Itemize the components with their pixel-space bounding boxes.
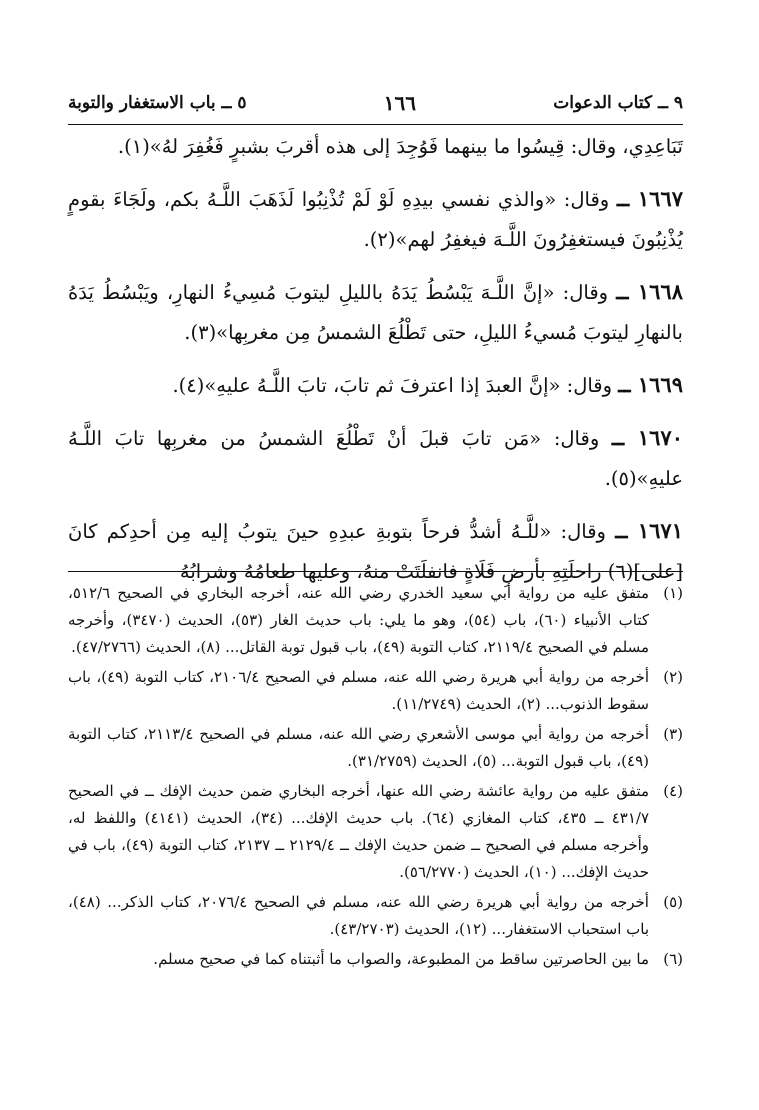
footnotes [68, 580, 683, 976]
footnote-text: أخرجه من رواية أبي هريرة رضي الله عنه، مسلم في الصحيح ٢٠٧٦/٤، كتاب الذكر... (٤٨)، باب استحباب الاستغفار... (١٢)، الحديث (٤٣/٢٧٠٣). [68, 893, 649, 938]
footnote-mark: (٢) [663, 668, 683, 686]
paragraph-text: وقال: «إنَّ العبدَ إذا اعترفَ ثم تابَ، تابَ اللَّـهُ عليهِ»(٤). [172, 374, 613, 397]
footnote-mark: (٤) [663, 782, 683, 800]
footnote-mark: (٥) [663, 893, 683, 911]
footnote-mark: (٣) [663, 725, 683, 743]
footnote-4 [68, 778, 683, 886]
footnote-text: أخرجه من رواية أبي موسى الأشعري رضي الله عنه، مسلم في الصحيح ٢١١٣/٤، كتاب التوبة (٤٩)، باب قبول التوبة... (٥)، الحديث (٣١/٢٧٥٩). [68, 725, 649, 770]
page-number: ١٦٦ [383, 91, 417, 115]
paragraph-text: وقال: «إنَّ اللَّـهَ يَبْسُطُ يَدَهُ بالليلِ ليتوبَ مُسِيءُ النهارِ، ويَبْسُطُ يَدَهُ بالنهارِ ليتوبَ مُسيءُ الليلِ، حتى تَطْلُعَ الشمسُ مِن مغربِها»(٣). [68, 281, 683, 344]
hadith-number: ١٦٧١ ــ [615, 518, 683, 543]
hadith-1670 [68, 418, 683, 499]
paragraph-text: وقال: «والذي نفسي بيدِهِ لَوْ لَمْ تُذْنِبُوا لَذَهَبَ اللَّـهُ بكم، ولَجَاءَ بقومٍ يُذْنِبُونَ فيستغفِرُونَ اللَّـهَ فيغفِرُ لهم»(٢). [68, 188, 683, 251]
footnote-2 [68, 664, 683, 718]
footnote-mark: (٦) [663, 950, 683, 968]
footnote-text: ما بين الحاصرتين ساقط من المطبوعة، والصواب ما أثبتناه كما في صحيح مسلم. [153, 950, 649, 968]
header-divider [68, 124, 683, 125]
paragraph-text: وقال: «مَن تابَ قبلَ أنْ تَطْلُعَ الشمسُ من مغربِها تابَ اللَّـهُ عليهِ»(٥). [68, 427, 683, 490]
footnote-text: متفق عليه من رواية أبي سعيد الخدري رضي الله عنه، أخرجه البخاري في الصحيح ٥١٢/٦، كتاب الأنبياء (٦٠)، باب (٥٤)، وهو ما يلي: باب حديث الغار (٥٣)، الحديث (٣٤٧٠)، وأخرجه مسلم في الصحيح ٢١١٩/٤، كتاب التوبة (٤٩)، باب قبول توبة القاتل... (٨)، الحديث (٤٧/٢٧٦٦). [68, 584, 649, 656]
footnote-text: متفق عليه من رواية عائشة رضي الله عنها، أخرجه البخاري ضمن حديث الإفك ــ في الصحيح ٤٣١/٧ ــ ٤٣٥، كتاب المغازي (٦٤). باب حديث الإفك... (٣٤)، الحديث (٤١٤١) واللفظ له، وأخرجه مسلم في الصحيح ــ ضمن حديث الإفك ــ ٢١٢٩/٤ ــ ٢١٣٧، كتاب التوبة (٤٩)، باب في حديث الإفك... (١٠)، الحديث (٥٦/٢٧٧٠). [68, 782, 649, 881]
hadith-number: ١٦٦٩ ــ [618, 372, 683, 397]
section-title: ٥ ــ باب الاستغفار والتوبة [68, 93, 247, 113]
hadith-number: ١٦٦٧ ــ [616, 186, 683, 211]
hadith-number: ١٦٧٠ ــ [611, 425, 683, 450]
paragraph-text: تَبَاعِدِي، وقال: قِيسُوا ما بينهما فَوُجِدَ إلى هذه أقربَ بشبرٍ فَغُفِرَ لهُ»(١). [117, 135, 683, 158]
hadith-1667 [68, 179, 683, 260]
running-header [68, 86, 683, 120]
footnote-5 [68, 889, 683, 943]
hadith-number: ١٦٦٨ ــ [616, 279, 683, 304]
hadith-1668 [68, 272, 683, 353]
footnote-mark: (١) [663, 584, 683, 602]
footnote-6 [68, 946, 683, 973]
footnote-divider [68, 571, 683, 572]
footnote-1 [68, 580, 683, 661]
hadith-text [68, 127, 683, 604]
paragraph-text: وقال: «للَّـهُ أشدُّ فرحاً بتوبةِ عبدِهِ حينَ يتوبُ إليه مِن أحدِكم كانَ [على](٦) راحلَتِهِ بأرضِ فَلَاةٍ فانفلَتَتْ منهُ، وعليها طعامُهُ وشرابُهُ [68, 520, 683, 583]
footnote-text: أخرجه من رواية أبي هريرة رضي الله عنه، مسلم في الصحيح ٢١٠٦/٤، كتاب التوبة (٤٩)، باب سقوط الذنوب... (٢)، الحديث (١١/٢٧٤٩). [68, 668, 649, 713]
hadith-1669 [68, 365, 683, 406]
paragraph-continuation [68, 127, 683, 167]
chapter-title: ٩ ــ كتاب الدعوات [553, 93, 683, 113]
footnote-3 [68, 721, 683, 775]
